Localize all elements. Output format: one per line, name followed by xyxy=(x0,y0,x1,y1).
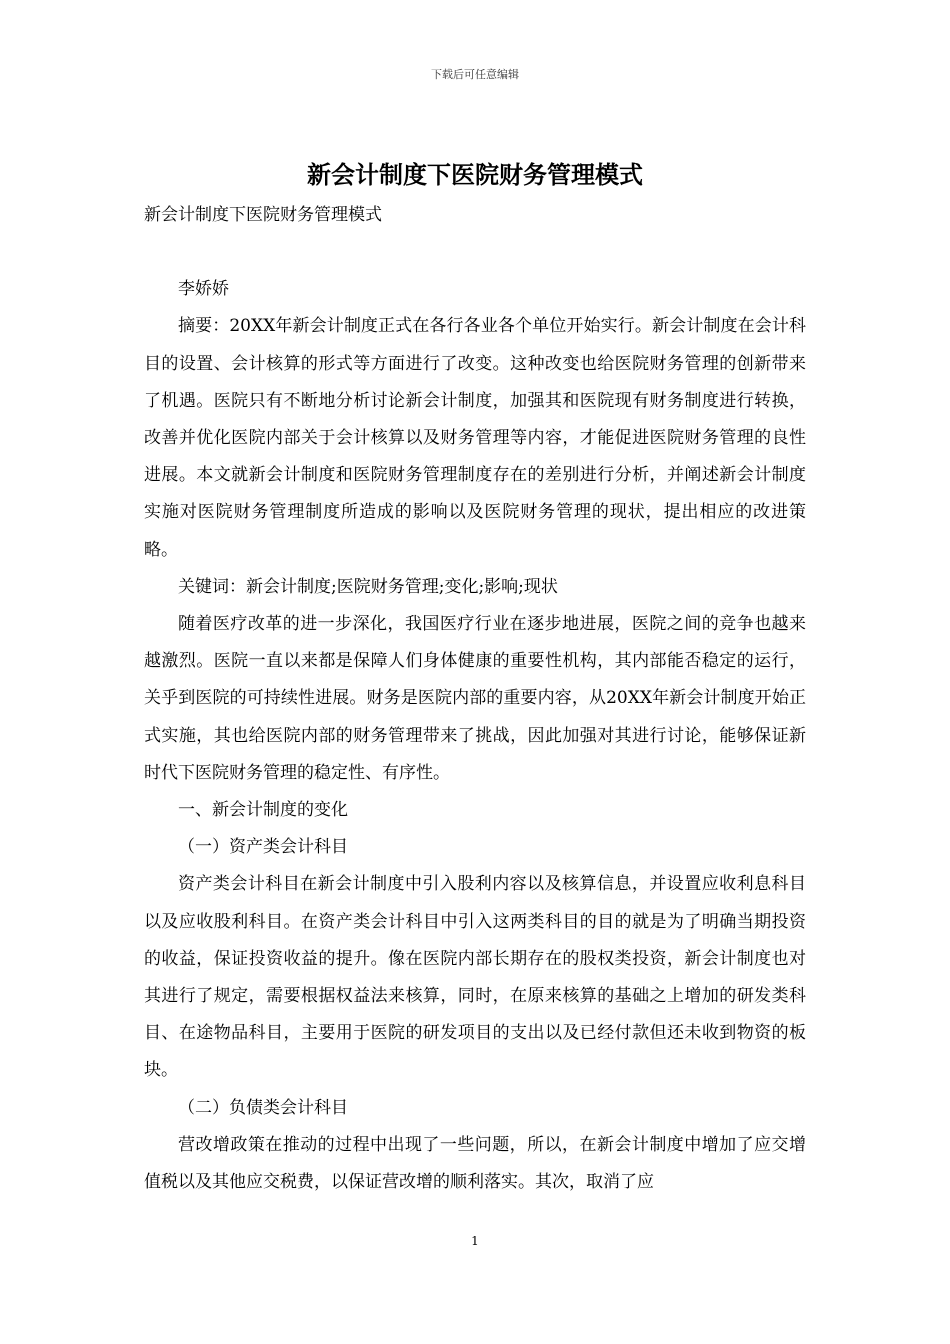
liabilities-paragraph: 营改增政策在推动的过程中出现了一些问题，所以，在新会计制度中增加了应交增值税以及其他应交税费，以保证营改增的顺利落实。其次，取消了应 xyxy=(144,1134,806,1193)
intro-paragraph: 随着医疗改革的进一步深化，我国医疗行业在逐步地进展，医院之间的竞争也越来越激烈。医院一直以来都是保障人们身体健康的重要性机构，其内部能否稳定的运行，关乎到医院的可持续性进展。财务是医院内部的重要内容，从20XX年新会计制度开始正式实施，其也给医院内部的财务管理带来了挑战，因此加强对其进行讨论，能够保证新时代下医院财务管理的稳定性、有序性。 xyxy=(144,614,806,783)
blank-line xyxy=(144,234,806,271)
assets-paragraph: 资产类会计科目在新会计制度中引入股利内容以及核算信息，并设置应收利息科目以及应收股利科目。在资产类会计科目中引入这两类科目的目的就是为了明确当期投资的收益，保证投资收益的提升。像在医院内部长期存在的股权类投资，新会计制度也对其进行了规定，需要根据权益法来核算，同时，在原来核算的基础之上增加的研发类科目、在途物品科目，主要用于医院的研发项目的支出以及已经付款但还未收到物资的板块。 xyxy=(144,874,806,1081)
page-number: 1 xyxy=(471,1234,479,1248)
subsection-heading-assets: （一）资产类会计科目 xyxy=(178,837,348,858)
section-heading: 一、新会计制度的变化 xyxy=(178,800,348,821)
keywords-paragraph: 关键词：新会计制度;医院财务管理;变化;影响;现状 xyxy=(178,576,558,597)
abstract-paragraph: 摘要：20XX年新会计制度正式在各行各业各个单位开始实行。新会计制度在会计科目的设置、会计核算的形式等方面进行了改变。这种改变也给医院财务管理的创新带来了机遇。医院只有不断地分析讨论新会计制度，加强其和医院现有财务制度进行转换，改善并优化医院内部关于会计核算以及财务管理等内容，才能促进医院财务管理的良性进展。本文就新会计制度和医院财务管理制度存在的差别进行分析，并阐述新会计制度实施对医院财务管理制度所造成的影响以及医院财务管理的现状，提出相应的改进策略。 xyxy=(144,316,806,560)
header-note: 下载后可任意编辑 xyxy=(431,68,519,81)
author: 李娇娇 xyxy=(178,279,229,300)
subsection-heading-liabilities: （二）负债类会计科目 xyxy=(178,1097,348,1118)
document-body xyxy=(144,197,806,1201)
document-title: 新会计制度下医院财务管理模式 xyxy=(307,160,643,189)
subtitle: 新会计制度下医院财务管理模式 xyxy=(144,205,382,225)
